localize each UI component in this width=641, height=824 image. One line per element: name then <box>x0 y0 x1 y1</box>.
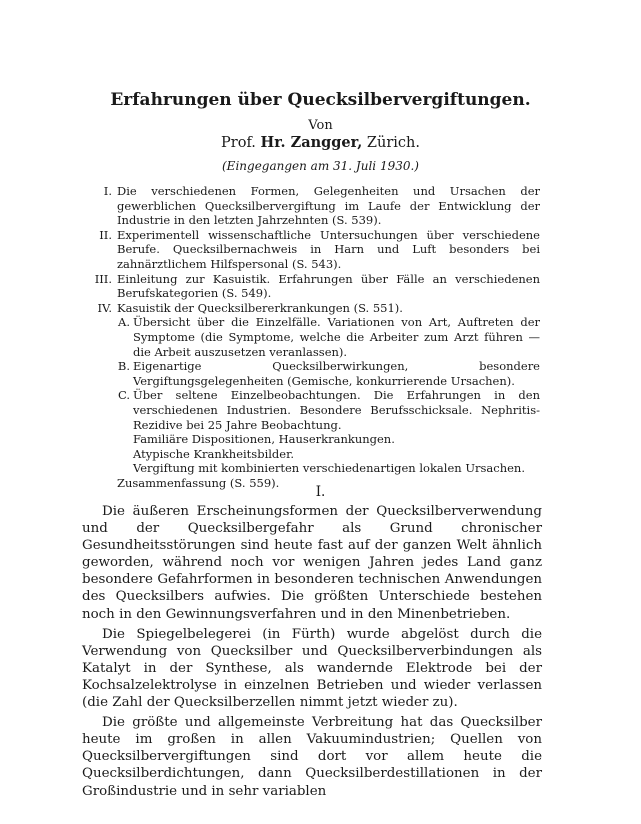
toc-entry <box>0 184 641 228</box>
toc-entry-text: Experimentell wissenschaftliche Untersuchungen über verschiedene Berufe. Quecksilbernachweis in Harn und Luft besonders bei zahnärztlichem Hilfspersonal (S. 543). <box>117 227 540 271</box>
toc-entry-text: Kasuistik der Quecksilbererkrankungen (S. 551). <box>117 300 403 315</box>
toc-entry-number: III. <box>94 271 112 286</box>
toc-entry <box>0 461 641 476</box>
toc-entry <box>0 432 641 447</box>
toc-entry-text: Einleitung zur Kasuistik. Erfahrungen über Fälle an verschiedenen Berufskategorien (S. 549). <box>117 271 540 301</box>
toc-entry-text: Vergiftung mit kombinierten verschiedenartigen lokalen Ursachen. <box>133 461 525 476</box>
toc-entry-number: B. <box>117 359 130 374</box>
toc-entry-text: Eigenartige Quecksilberwirkungen, besondere Vergiftungsgelegenheiten (Gemische, konkurrierende Ursachen). <box>133 359 540 388</box>
toc-entry <box>0 447 641 462</box>
toc-entry <box>0 228 641 272</box>
author-line <box>0 134 641 151</box>
author-city: Zürich. <box>366 135 420 151</box>
table-of-contents <box>0 184 641 490</box>
toc-entry <box>0 272 641 301</box>
toc-entry-text: Atypische Krankheitsbilder. <box>133 446 294 461</box>
body-paragraph: Die Spiegelbelegerei (in Fürth) wurde abgelöst durch die Verwendung von Quecksilber und Quecksilberverbindungen als Katalyt in der Synthese, als wandernde Elektrode bei der Kochsalzelektrolyse in einzelnen Betrieben und wieder verlassen (die Zahl der Quecksilberzellen nimmt jetzt wieder zu). <box>82 626 542 711</box>
article-body <box>82 503 542 803</box>
toc-entry-number: I. <box>103 184 112 198</box>
toc-entry-text: Übersicht über die Einzelfälle. Variationen von Art, Auftreten der Symptome (die Symptome, welche die Arbeiter zum Arzt führen — die Arbeit auszusetzen veranlassen). <box>133 315 540 359</box>
toc-entry-text: Familiäre Dispositionen, Hauserkrankungen. <box>133 432 395 447</box>
toc-entry-number: II. <box>99 227 112 242</box>
toc-entry <box>0 301 641 316</box>
body-paragraph: Die größte und allgemeinste Verbreitung hat das Quecksilber heute im großen in allen Vakuumindustrien; Quellen von Quecksilbervergiftungen sind dort vor allem heute die Quecksilberdichtungen, dann Quecksilberdestillationen in der Großindustrie und in sehr variablen <box>82 715 542 799</box>
toc-entry-text: Die verschiedenen Formen, Gelegenheiten und Ursachen der gewerblichen Quecksilbervergiftung im Laufe der Entwicklung der Industrie in den letzten Jahrzehnten (S. 539). <box>117 184 540 228</box>
received-date: (Eingegangen am 31. Juli 1930.) <box>222 159 419 173</box>
toc-entry <box>0 388 641 432</box>
section-number: I. <box>315 484 326 500</box>
article-title: Erfahrungen über Quecksilbervergiftungen. <box>110 90 531 110</box>
toc-entry-text: Zusammenfassung (S. 559). <box>117 475 280 490</box>
toc-entry <box>0 359 641 388</box>
toc-entry-number: C. <box>117 388 130 403</box>
toc-entry-number: A. <box>118 315 130 330</box>
body-paragraph: Die äußeren Erscheinungsformen der Quecksilberverwendung und der Quecksilbergefahr als Grund chronischer Gesundheitsstörungen sind heute fast auf der ganzen Welt ähnlich geworden, während noch vor wenigen Jahren jedes Land ganz besondere Gefahrformen in besonderen technischen Anwendungen des Quecksilbers aufwies. Die größten Unterschiede bestehen noch in den Gewinnungsverfahren und in den Minenbetrieben. <box>82 504 542 622</box>
author-prefix: Prof. <box>221 135 256 151</box>
toc-entry-number: IV. <box>97 300 112 315</box>
toc-entry <box>0 315 641 359</box>
author-name: Hr. Zangger, <box>260 134 363 151</box>
toc-entry-text: Über seltene Einzelbeobachtungen. Die Erfahrungen in den verschiedenen Industrien. Besondere Berufsschicksale. Nephritis-Rezidive bei 25 Jahre Beobachtung. <box>133 388 540 432</box>
author-preposition: Von <box>308 118 333 133</box>
